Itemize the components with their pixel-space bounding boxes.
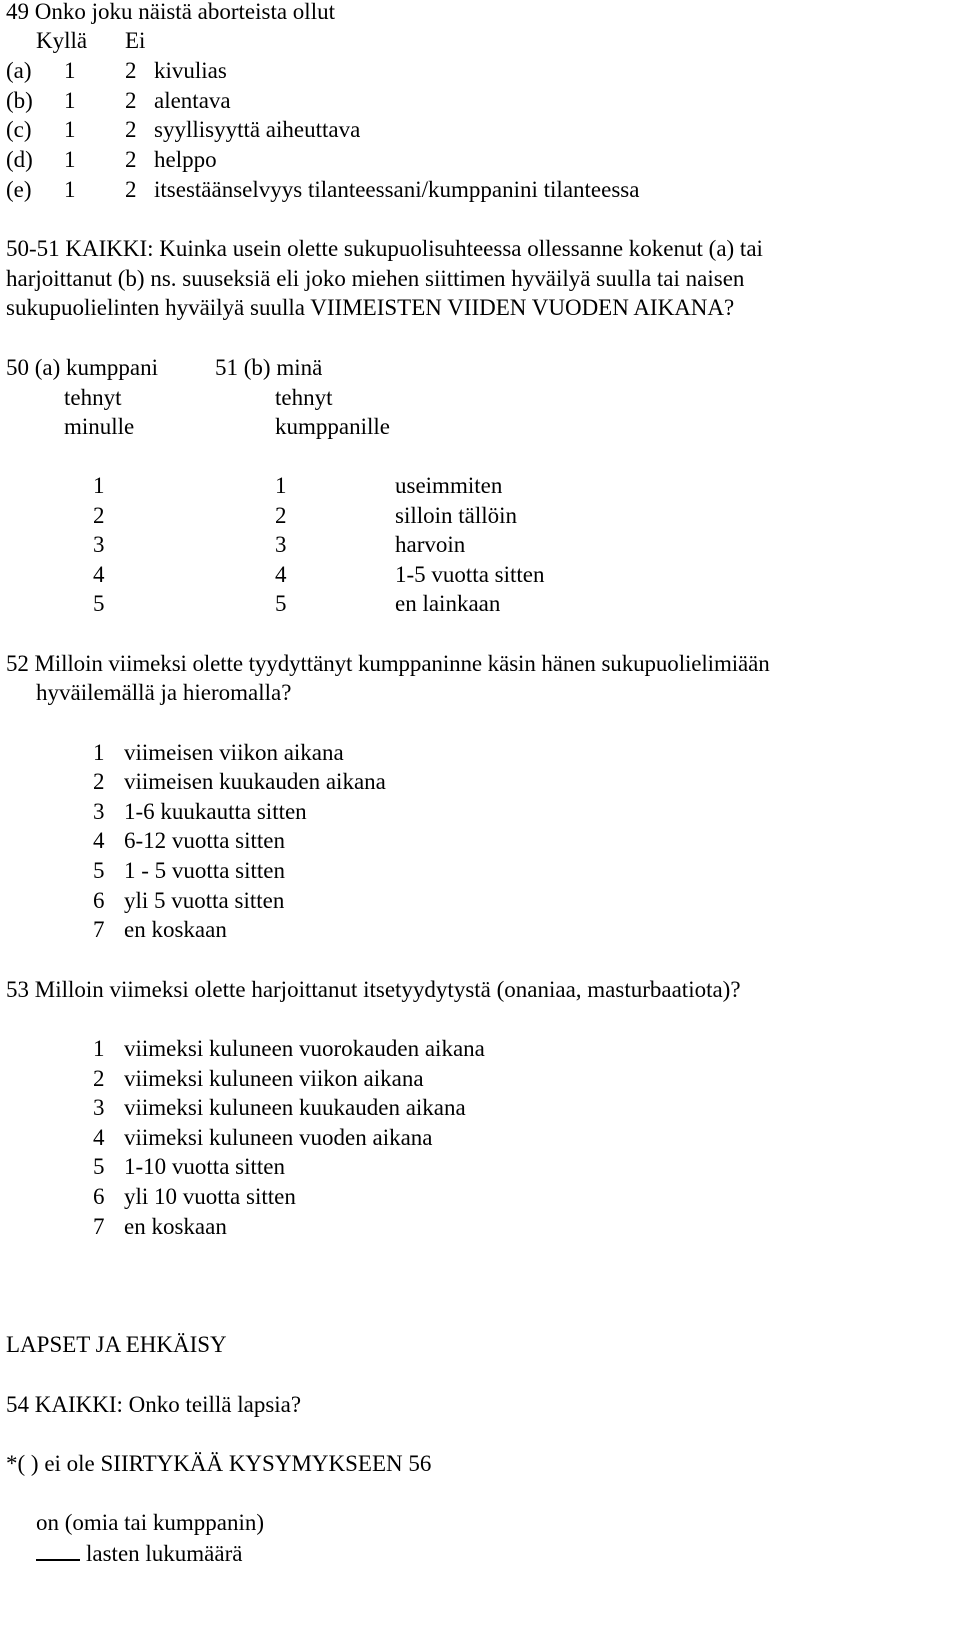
q49-row-label: syyllisyyttä aiheuttava <box>154 117 361 142</box>
q53-option-code[interactable]: 1 <box>93 1036 105 1061</box>
q53-option <box>0 1063 960 1094</box>
children-count-label: lasten lukumäärä <box>86 1541 243 1566</box>
q54-option-yes[interactable]: on (omia tai kumppanin) <box>36 1510 265 1535</box>
q52-option <box>0 796 960 827</box>
q51-option-code[interactable]: 2 <box>275 503 287 528</box>
q49-row-no[interactable]: 2 <box>125 117 137 142</box>
q52-line-2: hyväilemällä ja hieromalla? <box>36 680 292 705</box>
q49-row-label: helppo <box>154 147 217 172</box>
q52-option-code[interactable]: 7 <box>93 917 105 942</box>
q54-line: 54 KAIKKI: Onko teillä lapsia? <box>6 1392 302 1417</box>
q50-51-line-1: 50-51 KAIKKI: Kuinka usein olette sukupuolisuhteessa ollessanne kokenut (a) tai <box>6 236 763 261</box>
q52-option <box>0 855 960 886</box>
q50-51-option <box>0 500 960 531</box>
q52-option-code[interactable]: 2 <box>93 769 105 794</box>
q54-option-no[interactable]: *( ) ei ole SIIRTYKÄÄ KYSYMYKSEEN 56 <box>6 1451 432 1476</box>
q52-option-label: 1 - 5 vuotta sitten <box>124 858 285 883</box>
q49-header-no: Ei <box>125 28 146 53</box>
q53-option <box>0 1122 960 1153</box>
q50-col-a-line-3: minulle <box>64 414 135 439</box>
q50-51-option-label: useimmiten <box>395 473 503 498</box>
q50-51-option <box>0 470 960 501</box>
q53-option-label: 1-10 vuotta sitten <box>124 1154 285 1179</box>
q52-option <box>0 914 960 945</box>
q52-option-code[interactable]: 1 <box>93 740 105 765</box>
q50-option-code[interactable]: 3 <box>93 532 105 557</box>
q53-option-label: viimeksi kuluneen vuorokauden aikana <box>124 1036 485 1061</box>
q53-option <box>0 1092 960 1123</box>
children-count-blank[interactable] <box>36 1537 80 1561</box>
q53-option-code[interactable]: 5 <box>93 1154 105 1179</box>
q49-row-c <box>0 114 960 145</box>
q52-option-code[interactable]: 6 <box>93 888 105 913</box>
q49-title: 49 Onko joku näistä aborteista ollut <box>6 0 335 24</box>
q49-row-no[interactable]: 2 <box>125 147 137 172</box>
q49-row-yes[interactable]: 1 <box>64 147 76 172</box>
q50-51-option <box>0 588 960 619</box>
q49-row-yes[interactable]: 1 <box>64 177 76 202</box>
q49-row-a <box>0 55 960 86</box>
q53-option <box>0 1181 960 1212</box>
q49-row-letter: (e) <box>6 177 32 202</box>
q50-col-a-line-2: tehnyt <box>64 385 122 410</box>
q53-option-code[interactable]: 6 <box>93 1184 105 1209</box>
q49-header-yes: Kyllä <box>36 28 88 53</box>
q50-col-a-header: 50 (a) kumppani <box>6 355 159 380</box>
q50-51-option-label: harvoin <box>395 532 466 557</box>
q51-col-b-line-3: kumppanille <box>275 414 390 439</box>
q51-col-b-header: 51 (b) minä <box>215 355 323 380</box>
q49-header <box>0 25 960 56</box>
q52-option-code[interactable]: 4 <box>93 828 105 853</box>
q49-row-no[interactable]: 2 <box>125 177 137 202</box>
q50-option-code[interactable]: 2 <box>93 503 105 528</box>
q49-row-e <box>0 174 960 205</box>
q53-option-label: en koskaan <box>124 1214 227 1239</box>
q52-option <box>0 737 960 768</box>
q52-option <box>0 825 960 856</box>
q50-51-option-label: en lainkaan <box>395 591 501 616</box>
q49-row-d <box>0 144 960 175</box>
q49-row-yes[interactable]: 1 <box>64 88 76 113</box>
section-title: LAPSET JA EHKÄISY <box>6 1332 227 1357</box>
q52-option-label: 1-6 kuukautta sitten <box>124 799 307 824</box>
q53-option-code[interactable]: 2 <box>93 1066 105 1091</box>
q49-row-no[interactable]: 2 <box>125 88 137 113</box>
q53-option-code[interactable]: 3 <box>93 1095 105 1120</box>
q49-row-letter: (b) <box>6 88 33 113</box>
q52-option-code[interactable]: 3 <box>93 799 105 824</box>
q53-line: 53 Milloin viimeksi olette harjoittanut itsetyydytystä (onaniaa, masturbaatiota)? <box>6 977 741 1002</box>
q52-option <box>0 766 960 797</box>
q53-option-label: yli 10 vuotta sitten <box>124 1184 296 1209</box>
q53-option-code[interactable]: 4 <box>93 1125 105 1150</box>
q52-line-1: 52 Milloin viimeksi olette tyydyttänyt kumppaninne käsin hänen sukupuolielimiään <box>6 651 770 676</box>
q50-option-code[interactable]: 5 <box>93 591 105 616</box>
q50-51-option <box>0 529 960 560</box>
q52-option-label: en koskaan <box>124 917 227 942</box>
q53-option <box>0 1211 960 1242</box>
q49-row-letter: (a) <box>6 58 32 83</box>
q50-option-code[interactable]: 4 <box>93 562 105 587</box>
q49-row-yes[interactable]: 1 <box>64 117 76 142</box>
q54-children-count <box>36 1537 242 1569</box>
q51-option-code[interactable]: 5 <box>275 591 287 616</box>
q50-51-option-label: 1-5 vuotta sitten <box>395 562 545 587</box>
q49-row-no[interactable]: 2 <box>125 58 137 83</box>
q52-option-label: viimeisen viikon aikana <box>124 740 344 765</box>
q51-col-b-line-2: tehnyt <box>275 385 333 410</box>
q49-row-label: itsestäänselvyys tilanteessani/kumppanini tilanteessa <box>154 177 640 202</box>
q49-row-b <box>0 85 960 116</box>
q49-row-yes[interactable]: 1 <box>64 58 76 83</box>
q51-option-code[interactable]: 3 <box>275 532 287 557</box>
q53-option-label: viimeksi kuluneen viikon aikana <box>124 1066 424 1091</box>
q49-row-letter: (c) <box>6 117 32 142</box>
q51-option-code[interactable]: 1 <box>275 473 287 498</box>
q53-option <box>0 1033 960 1064</box>
q52-option <box>0 885 960 916</box>
q52-option-label: yli 5 vuotta sitten <box>124 888 285 913</box>
q50-51-option <box>0 559 960 590</box>
q51-option-code[interactable]: 4 <box>275 562 287 587</box>
q53-option-label: viimeksi kuluneen vuoden aikana <box>124 1125 433 1150</box>
q49-row-label: kivulias <box>154 58 227 83</box>
q52-option-code[interactable]: 5 <box>93 858 105 883</box>
q53-option <box>0 1151 960 1182</box>
q49-row-letter: (d) <box>6 147 33 172</box>
q52-option-label: 6-12 vuotta sitten <box>124 828 285 853</box>
q52-option-label: viimeisen kuukauden aikana <box>124 769 386 794</box>
q50-51-line-2: harjoittanut (b) ns. suuseksiä eli joko miehen siittimen hyväilyä suulla tai naisen <box>6 266 745 291</box>
q49-row-label: alentava <box>154 88 231 113</box>
q53-option-code[interactable]: 7 <box>93 1214 105 1239</box>
q50-51-line-3: sukupuolielinten hyväilyä suulla VIIMEISTEN VIIDEN VUODEN AIKANA? <box>6 295 735 320</box>
q50-51-option-label: silloin tällöin <box>395 503 518 528</box>
q50-option-code[interactable]: 1 <box>93 473 105 498</box>
q53-option-label: viimeksi kuluneen kuukauden aikana <box>124 1095 466 1120</box>
